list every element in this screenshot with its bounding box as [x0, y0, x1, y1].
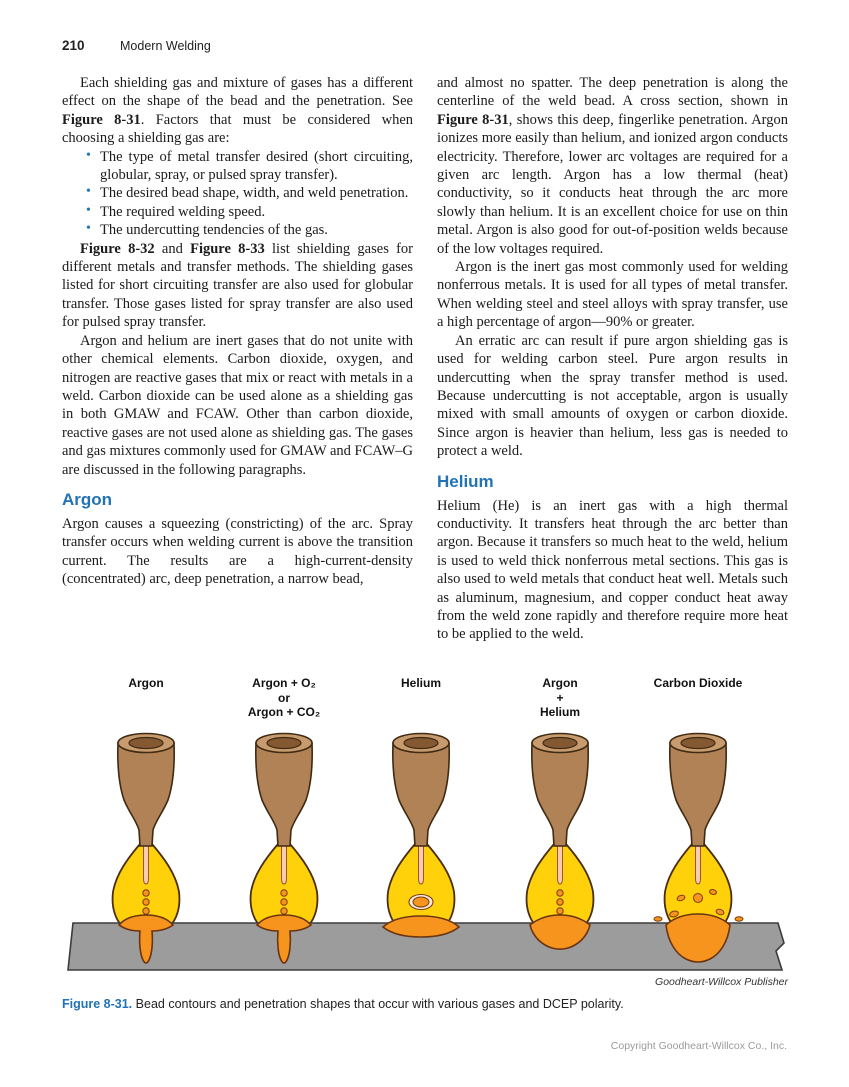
bullet-text: The desired bead shape, width, and weld penetration. [100, 185, 409, 202]
paragraph-figures [62, 240, 413, 332]
bullet-text: The undercutting tendencies of the gas. [100, 222, 328, 239]
bullet-item [86, 148, 413, 185]
bullet-item [86, 221, 413, 239]
copyright-notice: Copyright Goodheart-Willcox Co., Inc. [610, 1040, 787, 1052]
figure-reference: Figure 8-33 [190, 240, 265, 257]
body-text: list shielding gases for different metals and transfer methods. The shielding gases listed for short circuiting transfer are also used for globular transfer. Those gases listed for spray transfer are also used for pulsed spray transfer. [62, 240, 414, 331]
argon-arc-illustration [113, 734, 180, 927]
spatter-drop [735, 917, 743, 921]
body-text: and almost no spatter. The deep penetration is along the centerline of the weld bead. A cross section, shown in [437, 75, 788, 110]
figure-caption-label: Figure 8-31. [62, 997, 133, 1011]
spatter-drop [654, 917, 662, 921]
running-header [62, 38, 788, 53]
right-column [437, 74, 788, 644]
paragraph-intro [62, 74, 413, 148]
bullet-dot-icon: • [86, 202, 91, 218]
helium-arc-illustration [388, 734, 455, 927]
body-text: and [154, 240, 191, 257]
left-column [62, 74, 413, 644]
bullet-list [86, 148, 413, 240]
text-columns [62, 74, 788, 644]
figure-gas-labels [62, 672, 788, 730]
paragraph-helium-1: Helium (He) is an inert gas with a high thermal conductivity. It transfers heat through the arc better than argon. Because it transfers so much heat to the weld, helium is used to weld thick nonferrous metal sections. This gas is also used to weld metals that conduct heat well. Metals such as aluminum, magnesium, and copper conduct heat away from the weld zone rapidly and therefore require more heat to be applied to the weld. [437, 497, 788, 643]
body-text: , shows this deep, fingerlike penetration. Argon ionizes more easily than helium, and ionized argon conducts electricity. Therefore, lower arc voltages are required for a given arc length. Argon has a low thermal (heat) conductivity, so it conducts heat through the arc more slowly than helium. It is an excellent choice for use on thin metal. Argon is also good for out-of-position welds because of the low voltages required. [437, 111, 789, 257]
page-number: 210 [62, 38, 85, 53]
book-title: Modern Welding [120, 39, 211, 53]
bullet-text: The required welding speed. [100, 203, 266, 220]
paragraph-argon-4: An erratic arc can result if pure argon shielding gas is used for welding carbon steel. Pure argon results in undercutting when the spray transfer method is used. Because undercutting is not acceptable, argon is usually mixed with small amounts of oxygen or carbon dioxide. Since argon is heavier than helium, less gas is needed to protect a weld. [437, 332, 788, 460]
figure-8-31 [62, 672, 788, 1011]
body-text: . Factors that must be considered when choosing a shielding gas are: [62, 111, 414, 147]
paragraph-argon-2 [437, 74, 788, 258]
argon-helium-arc-illustration [527, 734, 594, 927]
label-argon-o2-co2: Argon + O₂ or Argon + CO₂ [247, 676, 321, 719]
bullet-item [86, 203, 413, 221]
carbon-dioxide-arc-illustration [665, 734, 732, 927]
publisher-credit: Goodheart-Willcox Publisher [655, 976, 788, 988]
bullet-dot-icon: • [86, 147, 91, 163]
label-argon: Argon [128, 676, 164, 690]
bullet-text: The type of metal transfer desired (short circuiting, globular, spray, or pulsed spray transfer). [100, 148, 413, 184]
bullet-dot-icon: • [86, 221, 91, 237]
figure-reference: Figure 8-32 [80, 240, 155, 257]
bullet-item [86, 184, 413, 202]
label-argon-helium: Argon + Helium [539, 676, 580, 719]
figure-caption [62, 997, 788, 1011]
figure-caption-text: Bead contours and penetration shapes that occur with various gases and DCEP polarity. [135, 997, 624, 1011]
bullet-dot-icon: • [86, 184, 91, 200]
figure-reference: Figure 8-31 [437, 111, 509, 128]
heading-argon: Argon [62, 489, 113, 509]
label-carbon-dioxide: Carbon Dioxide [653, 676, 743, 690]
heading-helium: Helium [437, 471, 494, 491]
paragraph-inert-gases: Argon and helium are inert gases that do not unite with other chemical elements. Carbon dioxide, oxygen, and nitrogen are reactive gases that mix or react with metals in a weld. Carbon dioxide can be used alone as a shielding gas in both GMAW and FCAW. Other than carbon dioxide, reactive gases are not used alone as shielding gas. The gases and gas mixtures commonly used for GMAW and FCAW–G are discussed in the following paragraphs. [62, 332, 414, 478]
weld-penetration-illustration [62, 730, 788, 974]
label-helium: Helium [400, 676, 441, 690]
argon-oxygen-arc-illustration [251, 734, 318, 927]
figure-reference: Figure 8-31 [62, 111, 141, 128]
body-text: Each shielding gas and mixture of gases has a different effect on the shape of the bead and the penetration. See [62, 75, 413, 110]
paragraph-argon-1: Argon causes a squeezing (constricting) of the arc. Spray transfer occurs when welding current is above the transition current. The results are a high-current-density (concentrated) arc, deep penetration, a narrow bead, [62, 515, 413, 588]
paragraph-argon-3: Argon is the inert gas most commonly used for welding nonferrous metals. It is used for all types of metal transfer. When welding steel and steel alloys with spray transfer, use a high percentage of argon—90% or greater. [437, 259, 788, 331]
